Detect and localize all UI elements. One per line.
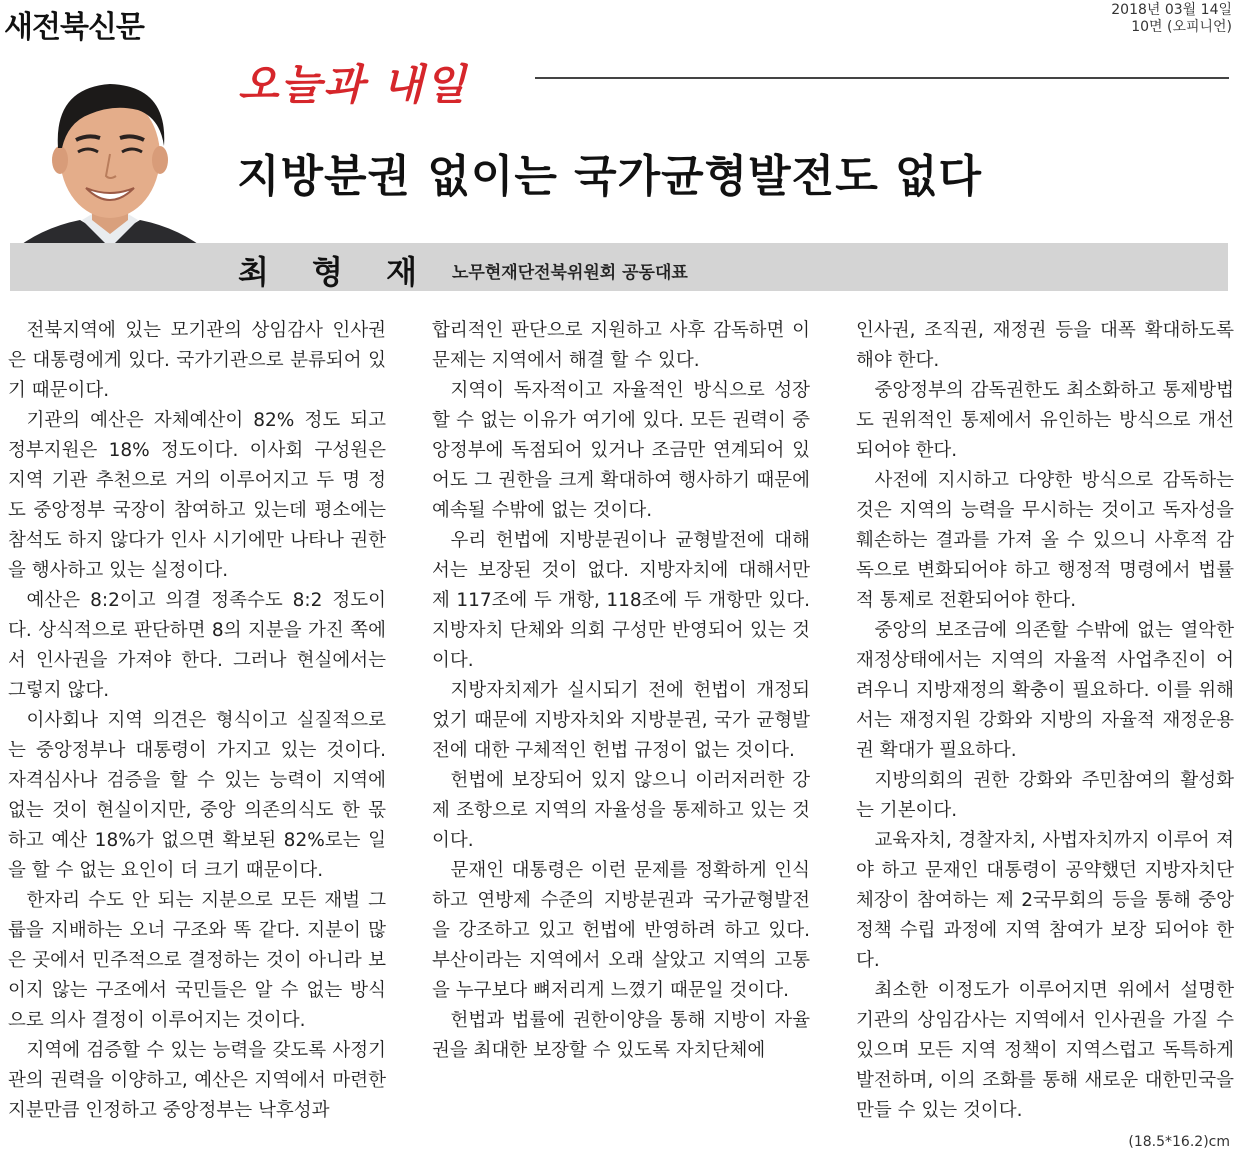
paragraph: 기관의 예산은 자체예산이 82% 정도 되고 정부지원은 18% 정도이다. 이사회 구성원은 지역 기관 추천으로 거의 이루어지고 두 명 정도 중앙정부 국장이 참여하고 있는데 평소에는 참석도 하지 않다가 인사 시기에만 나타나 권한을 행사하고 있는 실정이다. xyxy=(8,410,386,581)
article-body xyxy=(8,316,1234,1128)
clipping-size-note: (18.5*16.2)cm xyxy=(1128,1134,1230,1150)
author-name: 최 형 재 xyxy=(238,253,434,291)
paragraph: 중앙정부의 감독권한도 최소화하고 통제방법도 권위적인 통제에서 유인하는 방식으로 개선되어야 한다. xyxy=(856,380,1234,461)
paragraph: 교육자치, 경찰자치, 사법자치까지 이루어 져야 하고 문재인 대통령이 공약했던 지방자치단체장이 참여하는 제 2국무회의 등을 통해 중앙정책 수립 과정에 지역 참여가 보장 되어야 한다. xyxy=(856,830,1234,971)
newspaper-name: 새전북신문 xyxy=(4,10,144,45)
paragraph: 합리적인 판단으로 지원하고 사후 감독하면 이 문제는 지역에서 해결 할 수 있다. xyxy=(432,320,810,371)
article-column-2 xyxy=(432,316,810,1128)
publication-date: 2018년 03월 14일 xyxy=(1111,2,1232,18)
paragraph: 지방자치제가 실시되기 전에 헌법이 개정되었기 때문에 지방자치와 지방분권, 국가 균형발전에 대한 구체적인 헌법 규정이 없는 것이다. xyxy=(432,680,810,761)
paragraph: 헌법에 보장되어 있지 않으니 이러저러한 강제 조항으로 지역의 자율성을 통제하고 있는 것이다. xyxy=(432,770,810,851)
paragraph: 중앙의 보조금에 의존할 수밖에 없는 열악한 재정상태에서는 지역의 자율적 사업추진이 어려우니 지방재정의 확충이 필요하다. 이를 위해서는 재정지원 강화와 지방의 자율적 재정운용권 확대가 필요하다. xyxy=(856,620,1234,761)
paragraph: 예산은 8:2이고 의결 정족수도 8:2 정도이다. 상식적으로 판단하면 8의 지분을 가진 쪽에서 인사권을 가져야 한다. 그러나 현실에서는 그렇지 않다. xyxy=(8,590,386,701)
article-column-1 xyxy=(8,316,386,1128)
dateline xyxy=(1111,2,1232,36)
header-rule xyxy=(535,77,1229,79)
paragraph: 한자리 수도 안 되는 지분으로 모든 재벌 그룹을 지배하는 오너 구조와 똑 같다. 지분이 많은 곳에서 민주적으로 결정하는 것이 아니라 보이지 않는 구조에서 국민들은 알 수 없는 방식으로 의사 결정이 이루어지는 것이다. xyxy=(8,890,386,1031)
paragraph: 헌법과 법률에 권한이양을 통해 지방이 자율권을 최대한 보장할 수 있도록 자치단체에 xyxy=(432,1010,810,1061)
article-column-3 xyxy=(856,316,1234,1128)
paragraph: 문재인 대통령은 이런 문제를 정확하게 인식하고 연방제 수준의 지방분권과 국가균형발전을 강조하고 있고 헌법에 반영하려 하고 있다. 부산이라는 지역에서 오래 살았고 지역의 고통을 누구보다 뼈저리게 느꼈기 때문일 것이다. xyxy=(432,860,810,1001)
headline: 지방분권 없이는 국가균형발전도 없다 xyxy=(237,151,983,202)
column-series-name: 오늘과 내일 xyxy=(238,60,468,109)
paragraph: 전북지역에 있는 모기관의 상임감사 인사권은 대통령에게 있다. 국가기관으로 분류되어 있기 때문이다. xyxy=(8,320,386,401)
paragraph: 인사권, 조직권, 재정권 등을 대폭 확대하도록 해야 한다. xyxy=(856,320,1234,371)
paragraph: 사전에 지시하고 다양한 방식으로 감독하는 것은 지역의 능력을 무시하는 것이고 독자성을 훼손하는 결과를 가져 올 수 있으니 사후적 감독으로 변화되어야 하고 행정적 명령에서 법률적 통제로 전환되어야 한다. xyxy=(856,470,1234,611)
paragraph: 지역이 독자적이고 자율적인 방식으로 성장할 수 없는 이유가 여기에 있다. 모든 권력이 중앙정부에 독점되어 있거나 조금만 연계되어 있어도 그 권한을 크게 확대하여 행사하기 때문에 예속될 수밖에 없는 것이다. xyxy=(432,380,810,521)
paragraph: 지역에 검증할 수 있는 능력을 갖도록 사정기관의 권력을 이양하고, 예산은 지역에서 마련한 지분만큼 인정하고 중앙정부는 낙후성과 xyxy=(8,1040,386,1121)
page-section: 10면 (오피니언) xyxy=(1131,19,1232,35)
paragraph: 이사회나 지역 의견은 형식이고 실질적으로는 중앙정부나 대통령이 가지고 있는 것이다. 자격심사나 검증을 할 수 있는 능력이 지역에 없는 것이 현실이지만, 중앙 의존의식도 한 몫하고 예산 18%가 없으면 확보된 82%로는 일을 할 수 없는 요인이 더 크기 때문이다. xyxy=(8,710,386,881)
author-title: 노무현재단전북위원회 공동대표 xyxy=(452,263,688,283)
paragraph: 최소한 이정도가 이루어지면 위에서 설명한 기관의 상임감사는 지역에서 인사권을 가질 수 있으며 모든 지역 정책이 지역스럽고 독특하게 발전하며, 이의 조화를 통해 새로운 대한민국을 만들 수 있는 것이다. xyxy=(856,980,1234,1121)
paragraph: 지방의회의 권한 강화와 주민참여의 활성화는 기본이다. xyxy=(856,770,1234,821)
paragraph: 우리 헌법에 지방분권이나 균형발전에 대해서는 보장된 것이 없다. 지방자치에 대해서만 제 117조에 두 개항, 118조에 두 개항만 있다. 지방자치 단체와 의회 구성만 반영되어 있는 것이다. xyxy=(432,530,810,671)
